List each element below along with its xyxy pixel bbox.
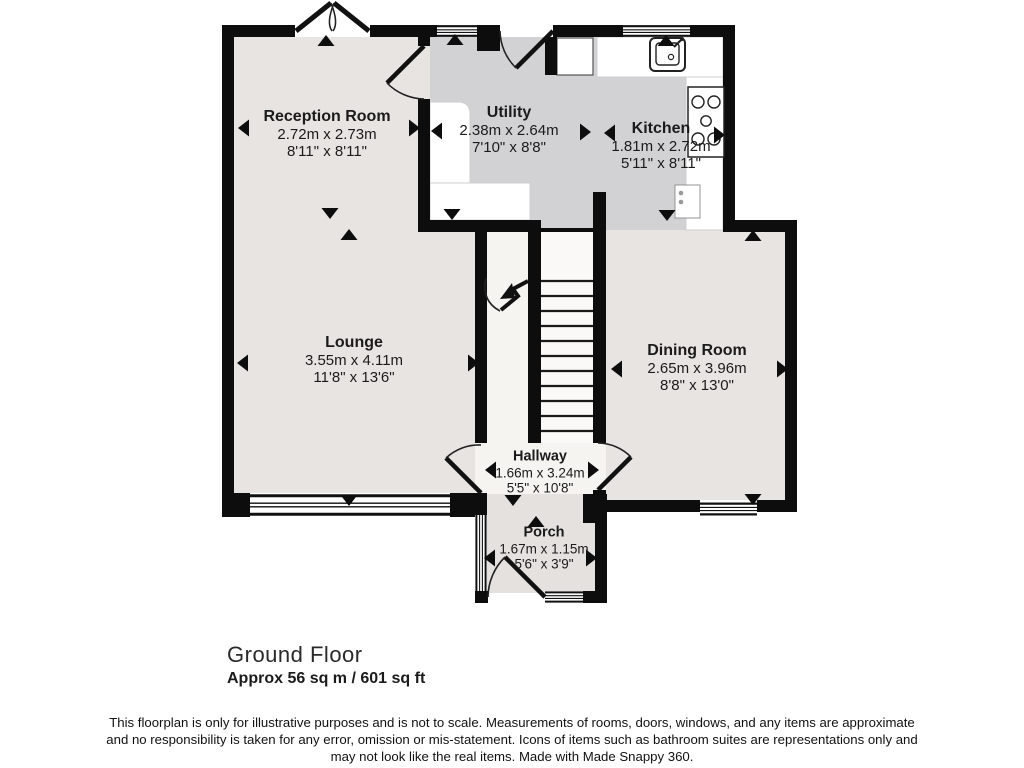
room-name: Hallway <box>512 448 567 465</box>
stairs-top-edge <box>541 228 593 232</box>
wall-lounge-right <box>475 232 487 443</box>
room-dim-metric: 2.38m x 2.64m <box>459 121 559 139</box>
disclaimer-line: and no responsibility is taken for any error, omission or mis-statement. Icons of items such as bathroom suites are representations only and <box>106 732 918 748</box>
wall-top-utility <box>477 25 500 51</box>
room-name: Dining Room <box>647 341 747 359</box>
wall-stairs-left <box>528 232 541 443</box>
disclaimer <box>0 714 1024 766</box>
counter-unit-handles <box>675 185 700 218</box>
wall-porch-top-left-block <box>451 493 487 517</box>
wall-reception-utility-top <box>418 25 430 46</box>
dining-window-icon <box>700 502 757 516</box>
floor-title: Ground Floor <box>227 642 363 667</box>
wall-left <box>222 25 234 493</box>
floor-area-summary: Approx 56 sq m / 601 sq ft <box>227 670 426 687</box>
room-dim-imperial: 5'11" x 8'11" <box>620 154 702 172</box>
room-dim-metric: 1.67m x 1.15m <box>499 541 589 557</box>
room-dim-metric: 1.81m x 2.72m <box>611 137 711 155</box>
stairwell-floor <box>541 232 593 443</box>
utility-counter-bottom <box>430 183 530 220</box>
room-label-dining <box>647 342 747 395</box>
disclaimer-line: may not look like the real items. Made with Made Snappy 360. <box>330 749 694 765</box>
room-dim-imperial: 5'5" x 10'8" <box>506 480 574 496</box>
porch-left-window-icon <box>475 515 487 591</box>
wall-dining-bottom-right <box>757 500 797 512</box>
wall-utility-kitchen-stub <box>545 37 557 75</box>
room-label-utility <box>459 104 558 157</box>
room-dim-metric: 2.72m x 2.73m <box>277 125 377 143</box>
room-dim-imperial: 5'6" x 3'9" <box>514 556 574 572</box>
disclaimer-line: This floorplan is only for illustrative purposes and is not to scale. Measurements of rooms, doors, windows, and any items are approximate <box>109 715 915 730</box>
wall-dining-left <box>593 192 606 443</box>
room-dim-imperial: 8'8" x 13'0" <box>660 376 734 394</box>
room-name: Lounge <box>325 333 383 351</box>
room-dim-metric: 1.66m x 3.24m <box>495 465 585 481</box>
wall-porch-bottom-right <box>583 591 607 603</box>
room-dim-metric: 2.65m x 3.96m <box>647 359 747 377</box>
kitchen-window-icon <box>623 25 690 37</box>
room-dim-imperial: 11'8" x 13'6" <box>313 368 395 386</box>
porch-bottom-window-icon <box>545 591 583 603</box>
wall-porch-bottom-left <box>475 591 488 603</box>
appliance-icon <box>557 38 593 75</box>
wall-lounge-bottom-left-block <box>222 493 250 517</box>
wall-kitchen-right <box>723 25 735 232</box>
room-label-kitchen <box>611 120 710 173</box>
room-name: Reception Room <box>263 107 391 125</box>
room-dim-metric: 3.55m x 4.11m <box>304 351 404 369</box>
utility-window-icon <box>437 25 477 37</box>
room-dim-imperial: 8'11" x 8'11" <box>286 142 368 160</box>
room-label-reception <box>263 108 390 161</box>
room-name: Kitchen <box>631 119 691 137</box>
wall-top-kitchen-left <box>553 25 623 37</box>
hallway-strip-floor <box>487 232 528 443</box>
room-name: Porch <box>523 524 565 541</box>
wall-porch-right <box>595 494 607 603</box>
wall-dining-bottom-left <box>593 500 700 512</box>
room-label-hallway <box>495 450 584 497</box>
wall-reception-utility <box>418 99 430 232</box>
room-dim-imperial: 7'10" x 8'8" <box>472 138 546 156</box>
room-label-lounge <box>305 334 403 387</box>
wall-utility-bottom <box>418 220 541 232</box>
french-doors-icon <box>296 3 369 31</box>
wall-dining-right <box>785 220 797 512</box>
room-label-porch <box>499 526 588 573</box>
room-name: Utility <box>486 103 532 121</box>
